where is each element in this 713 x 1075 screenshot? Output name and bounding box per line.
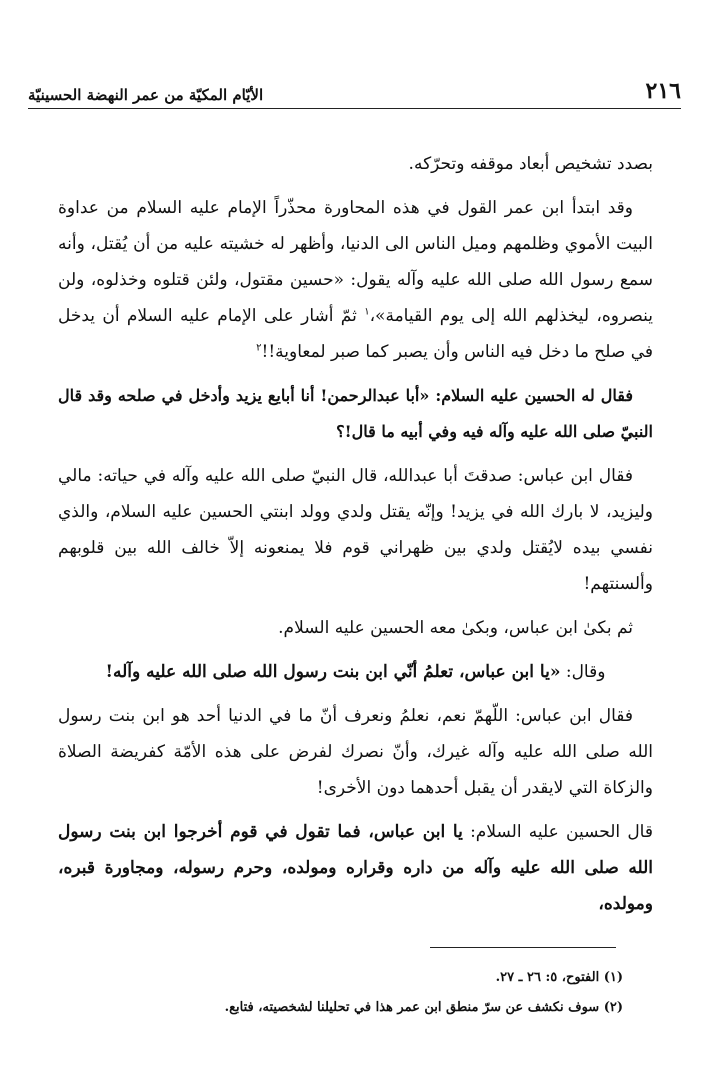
- paragraph-6: [58, 654, 653, 690]
- paragraph-8-quote: يا ابن عباس، فما تقول في قوم أخرجوا ابن بنت رسول الله صلى الله عليه وآله من داره وقراره ومولده، وحرم رسوله، ومجاورة قبره، ومولده،: [58, 822, 653, 914]
- footnote-ref-2: ٢: [256, 342, 262, 354]
- paragraph-5: ثم بكىٰ ابن عباس، وبكىٰ معه الحسين عليه السلام.: [278, 618, 633, 638]
- header-rule: [28, 108, 681, 109]
- paragraph-8-lead: قال الحسين عليه السلام:: [462, 822, 653, 842]
- paragraph-3: فقال له الحسين عليه السلام: «أبا عبدالرحمن! أنا أبايع يزيد وأدخل في صلحه وقد قال النبيّ صلى الله عليه وآله فيه وفي أبيه ما قال!؟: [58, 386, 653, 441]
- footnotes: [58, 963, 623, 1023]
- footnote-ref-1: ١: [364, 306, 370, 318]
- paragraph-2: [58, 190, 653, 370]
- footnote-rule: [430, 947, 616, 948]
- paragraph-2-part-b: ثمّ أشار على الإمام عليه السلام أن يدخل في صلح ما دخل فيه الناس وأن يصبر كما صبر لمعاوية!!: [58, 306, 653, 362]
- footnote-2: (٢) سوف نكشف عن سرّ منطق ابن عمر هذا في تحليلنا لشخصيته، فتابع.: [224, 1000, 623, 1015]
- main-text: [58, 146, 653, 922]
- paragraph-8: [58, 814, 653, 922]
- paragraph-6-quote: «يا ابن عباس، تعلمُ أنّي ابن بنت رسول الله صلى الله عليه وآله!: [105, 662, 561, 682]
- footnote-1: (١) الفتوح، ٥: ٢٦ ـ ٢٧.: [495, 970, 623, 985]
- page-header: [28, 70, 681, 104]
- paragraph-4: فقال ابن عباس: صدقتَ أبا عبدالله، قال النبيّ صلى الله عليه وآله في حياته: مالي وليزيد، لا بارك الله في يزيد! وإنّه يقتل ولدي وولد ابنتي الحسين عليه السلام، والذي نفسي بيده لايُقتل ولدي بين ظهراني قوم فلا يمنعونه إلاّ خالف الله بين قلوبهم وألسنتهم!: [58, 466, 653, 594]
- page-number: ٢١٦: [645, 78, 681, 104]
- paragraph-1: بصدد تشخيص أبعاد موقفه وتحرّكه.: [408, 154, 653, 174]
- running-title: الأيّام المكيّة من عمر النهضة الحسينيّة: [28, 86, 264, 104]
- paragraph-2-part-a: وقد ابتدأ ابن عمر القول في هذه المحاورة محذّراً الإمام عليه السلام من عداوة البيت الأموي وظلمهم وميل الناس الى الدنيا، وأظهر له خشيته عليه من أن يُقتل، وأنه سمع رسول الله صلى الله عليه وآله يقول: «حسين مقتول، ولئن قتلوه وخذلوه، ولن ينصروه، ليخذلهم الله إلى يوم القيامة»،: [58, 198, 653, 326]
- paragraph-7: فقال ابن عباس: اللّهمّ نعم، نعلمُ ونعرف أنّ ما في الدنيا أحد هو ابن بنت رسول الله صلى الله عليه وآله غيرك، وأنّ نصرك لفرض على هذه الأمّة كفريضة الصلاة والزكاة التي لايقدر أن يقبل أحدهما دون الأخرى!: [58, 706, 653, 798]
- paragraph-6-lead: وقال:: [560, 662, 606, 682]
